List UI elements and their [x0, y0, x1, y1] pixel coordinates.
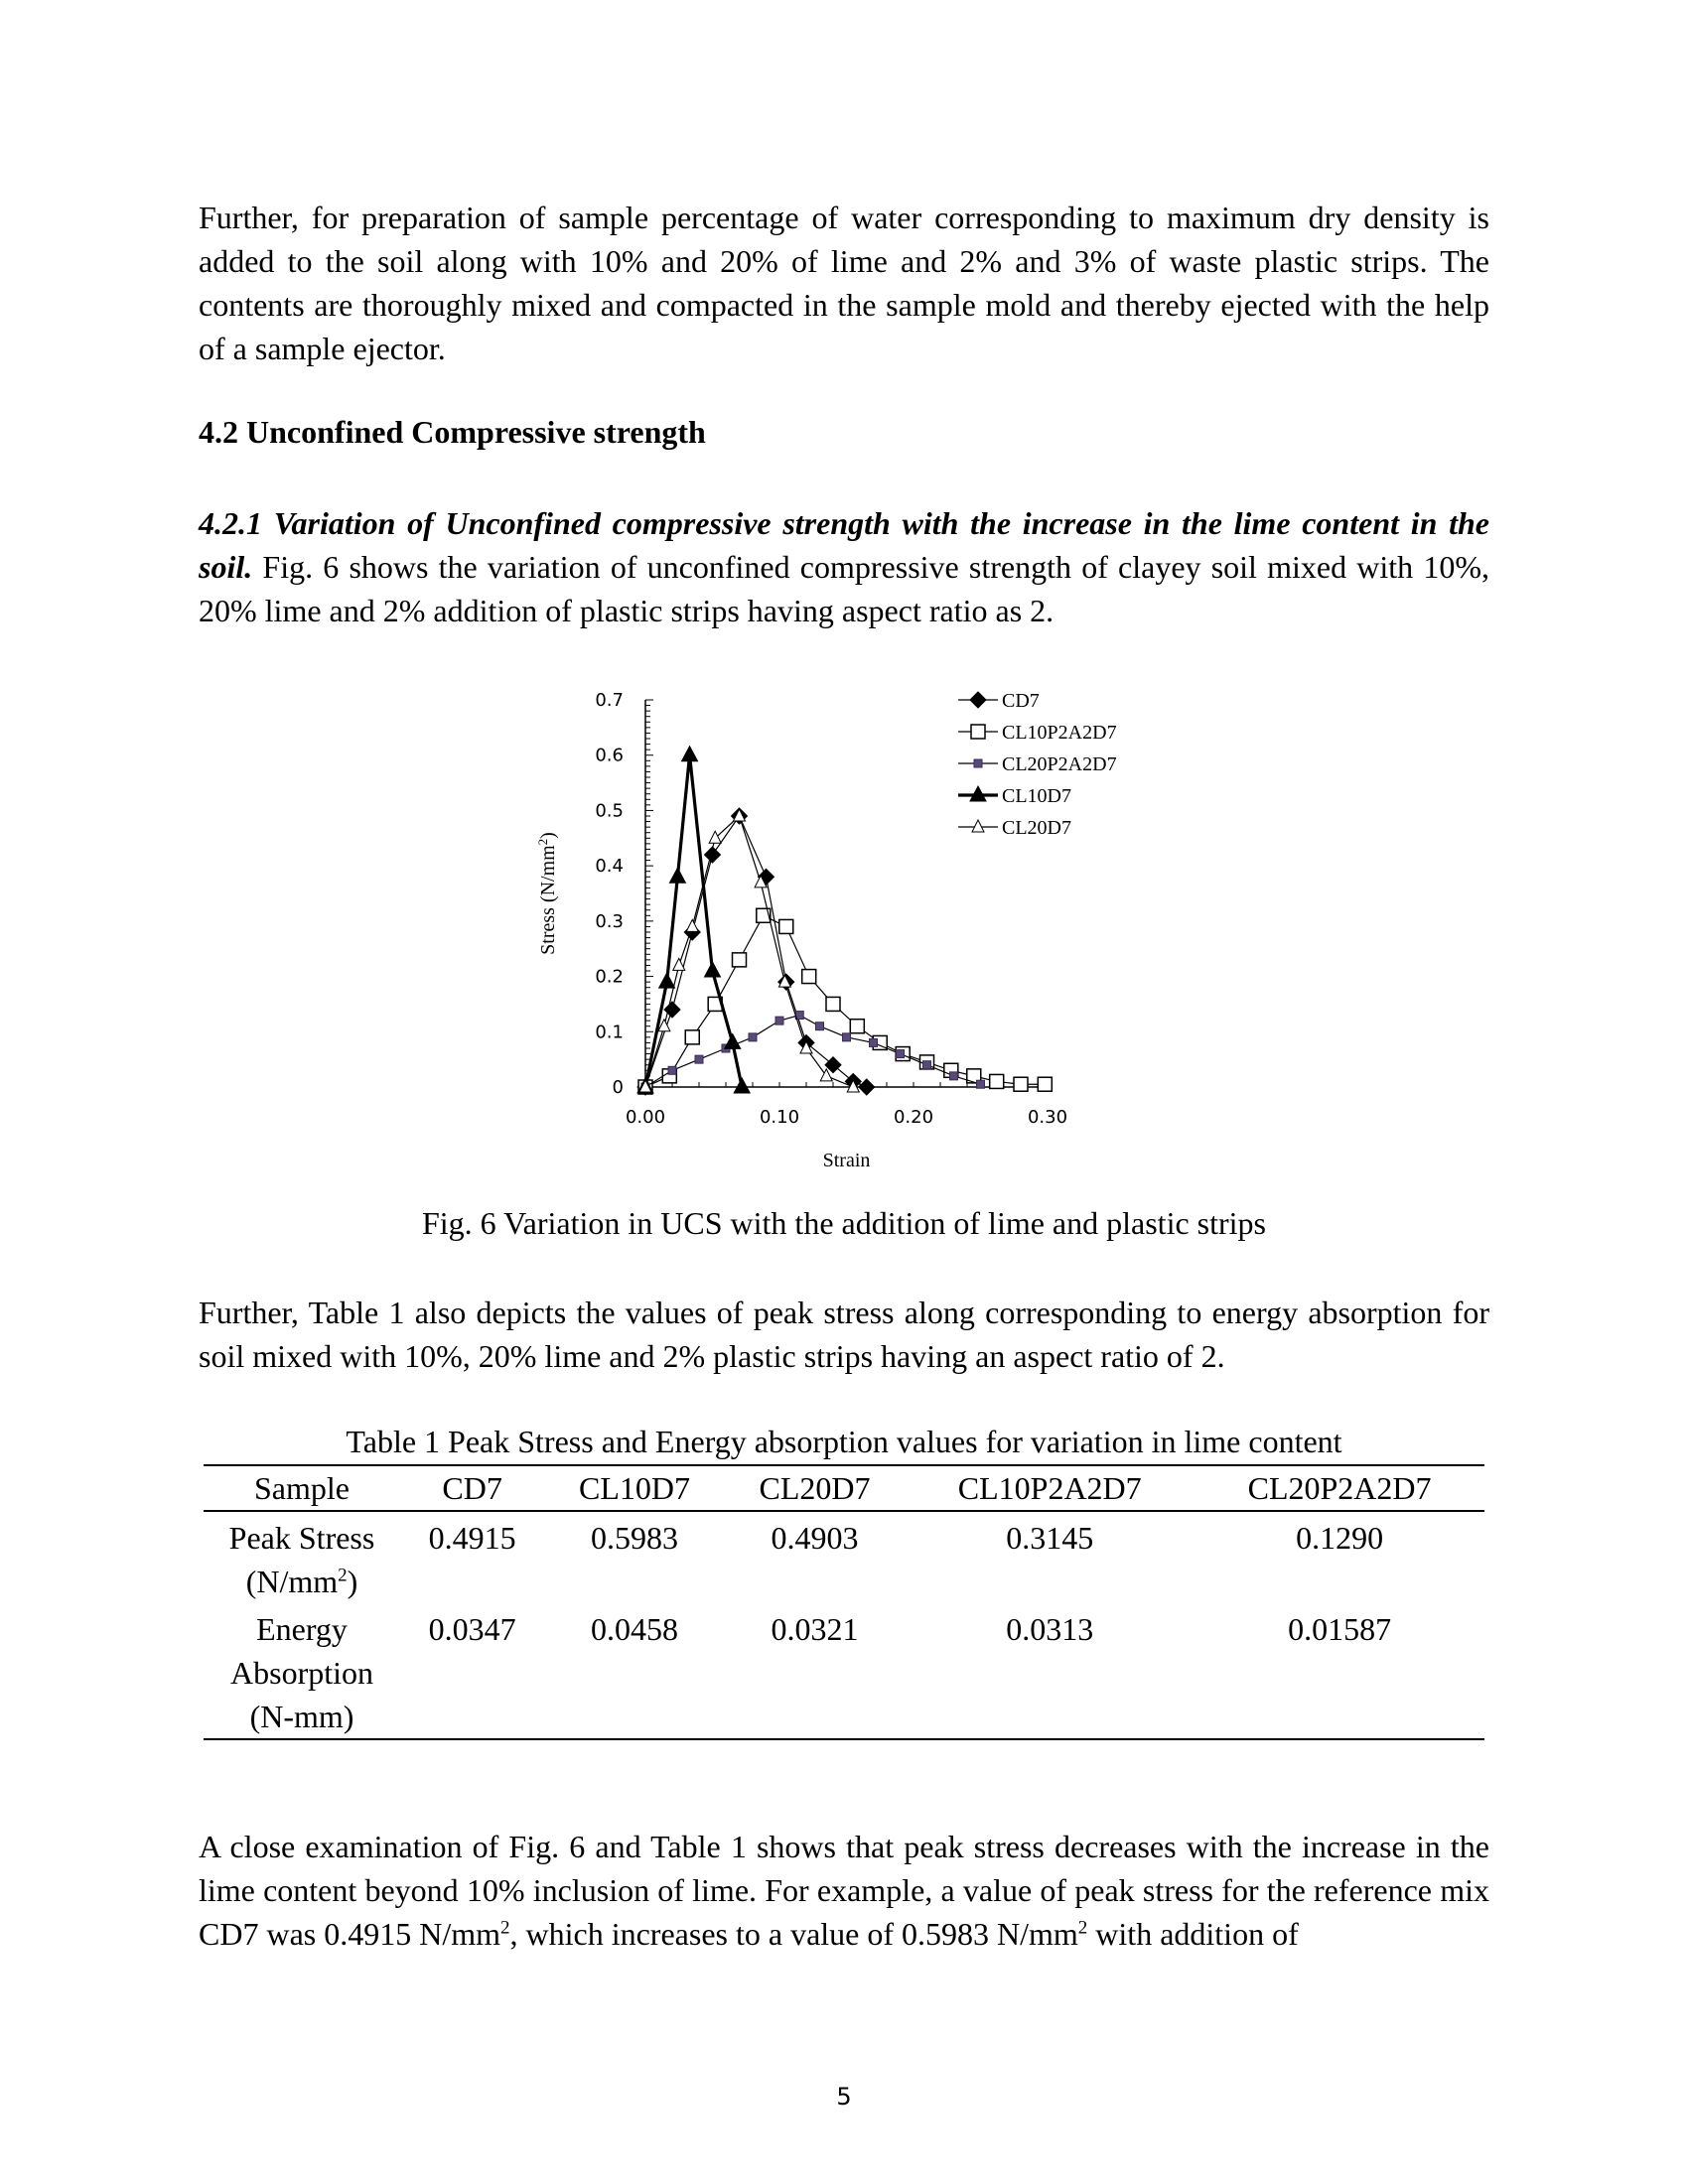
y-tick-label: 0.2 — [595, 966, 624, 988]
page-number: 5 — [836, 2083, 852, 2111]
y-tick-label: 0.6 — [595, 745, 624, 766]
section-heading: 4.2 Unconfined Compressive strength — [199, 414, 706, 450]
table-row — [204, 1603, 1484, 1739]
data-point-cl20p2a2d7 — [816, 1023, 824, 1030]
discussion-text-1: A close examination of Fig. 6 and Table 1 shows that peak stress decreases with the increase in the lime content beyond 10% inclusion of lime. For example, a value of peak stress for the reference mix CD7 was 0.4915 N/mm — [199, 1829, 1489, 1952]
data-point-cl10d7 — [734, 1078, 750, 1093]
data-point-cl20p2a2d7 — [775, 1017, 783, 1024]
subsection-heading: 4.2.1 Variation of Unconfined compressive strength with the increase in the lime content in the soil. — [199, 505, 1489, 585]
data-point-cl20p2a2d7 — [668, 1066, 676, 1074]
table-header-cell: CL20P2A2D7 — [1247, 1470, 1432, 1506]
row-label — [204, 1511, 400, 1603]
figure-caption: Fig. 6 Variation in UCS with the addition of lime and plastic strips — [421, 1205, 1266, 1241]
data-point-cl20p2a2d7 — [977, 1080, 985, 1088]
table-header-cell: CL10D7 — [579, 1470, 690, 1506]
chart-svg — [526, 680, 1182, 1196]
y-axis-label: Stress $(N/mm^2)$ — [535, 832, 559, 955]
figure-6-chart — [526, 680, 1182, 1196]
table-cell: 0.5983 — [591, 1520, 678, 1556]
paragraph-ucs-variation-text: Fig. 6 shows the variation of unconfined compressive strength of clayey soil mixed with 10%, 20% lime and 2% addition of plastic strips having aspect ratio as 2. — [199, 549, 1489, 628]
table-cell: 0.01587 — [1288, 1611, 1392, 1647]
series-line-cl20p2a2d7 — [645, 1016, 981, 1087]
paragraph-discussion — [199, 1825, 1489, 1956]
paragraph-table-intro: Further, Table 1 also depicts the values of peak stress along corresponding to energy absorption for soil mixed with 10%, 20% lime and 2% plastic strips having an aspect ratio of 2. — [199, 1295, 1489, 1374]
legend-marker-cl10p2a2d7 — [971, 725, 985, 739]
y-tick-label: 0.5 — [595, 800, 624, 822]
x-tick-label: 0.10 — [759, 1107, 800, 1128]
x-tick-label: 0.00 — [625, 1107, 666, 1128]
series-line-cl10p2a2d7 — [645, 915, 1045, 1087]
superscript: 2 — [1077, 1917, 1088, 1939]
data-point-cl10d7 — [705, 962, 721, 977]
row-label-text: Peak Stress (N/mm — [228, 1520, 375, 1599]
series-line-cl20d7 — [645, 816, 853, 1087]
table-row — [204, 1511, 1484, 1603]
legend-label-cl20p2a2d7: CL20P2A2D7 — [1002, 753, 1117, 775]
legend-label-cl10d7: CL10D7 — [1002, 785, 1071, 807]
data-point-cl20p2a2d7 — [950, 1072, 958, 1080]
data-point-cl20d7 — [709, 831, 721, 843]
row-label-superscript: 2 — [338, 1565, 348, 1586]
legend-label-cl10p2a2d7: CL10P2A2D7 — [1002, 722, 1117, 744]
table-header-cell: CD7 — [442, 1470, 502, 1506]
legend-label-cl20d7: CL20D7 — [1002, 817, 1071, 839]
data-point-cl10d7 — [659, 973, 675, 988]
data-point-cl10p2a2d7 — [850, 1020, 864, 1033]
legend-marker-cl20d7 — [972, 820, 984, 832]
table-cell: 0.4903 — [771, 1520, 859, 1556]
table-cell: 0.0313 — [1006, 1611, 1094, 1647]
data-point-cl10p2a2d7 — [685, 1030, 699, 1044]
table-cell: 0.0321 — [771, 1611, 859, 1647]
data-point-cl20p2a2d7 — [923, 1061, 931, 1069]
data-point-cl20d7 — [686, 919, 698, 931]
y-tick-label: 0 — [612, 1077, 624, 1098]
legend-marker-cd7 — [970, 692, 986, 708]
table-cell: 0.0347 — [428, 1611, 516, 1647]
table-cell: 0.4915 — [428, 1520, 516, 1556]
row-label-end: ) — [347, 1564, 358, 1599]
table-cell: 0.3145 — [1006, 1520, 1094, 1556]
paragraph-ucs-variation — [199, 501, 1489, 632]
y-tick-label: 0.4 — [595, 856, 624, 878]
row-label: Energy Absorption (N-mm) — [230, 1611, 373, 1734]
table-cell: 0.0458 — [591, 1611, 678, 1647]
data-point-cl20p2a2d7 — [843, 1033, 851, 1041]
x-tick-label: 0.30 — [1027, 1107, 1068, 1128]
table-cell: 0.1290 — [1296, 1520, 1384, 1556]
data-point-cl10d7 — [682, 747, 698, 761]
data-point-cl20p2a2d7 — [897, 1050, 905, 1058]
data-point-cl10p2a2d7 — [802, 970, 816, 984]
table-caption: Table 1 Peak Stress and Energy absorption values for variation in lime content — [346, 1424, 1342, 1459]
data-point-cl10p2a2d7 — [826, 997, 840, 1011]
y-tick-label: 0.7 — [595, 690, 624, 711]
y-tick-label: 0.1 — [595, 1022, 624, 1043]
data-point-cl20p2a2d7 — [870, 1038, 878, 1046]
discussion-text-3: with addition of — [1087, 1916, 1299, 1952]
x-tick-label: 0.20 — [893, 1107, 934, 1128]
discussion-text-2: , which increases to a value of 0.5983 N/mm — [509, 1916, 1078, 1952]
data-point-cl20p2a2d7 — [749, 1033, 757, 1041]
table-header-row — [204, 1465, 1484, 1511]
peak-stress-table — [204, 1464, 1484, 1740]
data-point-cl10d7 — [669, 868, 685, 883]
legend-label-cd7: CD7 — [1002, 690, 1040, 712]
table-header-cell: Sample — [254, 1470, 350, 1506]
data-point-cl10d7 — [725, 1033, 741, 1048]
table-header-cell: CL20D7 — [759, 1470, 871, 1506]
data-point-cl10p2a2d7 — [779, 919, 793, 933]
y-tick-label: 0.3 — [595, 910, 624, 932]
paragraph-sample-preparation: Further, for preparation of sample percentage of water corresponding to maximum dry density is added to the soil along with 10% and 20% of lime and 2% and 3% of waste plastic strips. The contents are thoroughly mixed and compacted in the sample mold and thereby ejected with the help of a sample ejector. — [199, 200, 1489, 366]
data-point-cl10p2a2d7 — [733, 953, 747, 967]
legend-marker-cl20p2a2d7 — [974, 759, 982, 767]
table-header-cell: CL10P2A2D7 — [957, 1470, 1142, 1506]
data-point-cl20p2a2d7 — [695, 1055, 703, 1063]
data-point-cl10p2a2d7 — [1014, 1077, 1028, 1091]
x-axis-label: Strain — [822, 1150, 871, 1171]
data-point-cl10p2a2d7 — [1038, 1077, 1052, 1091]
data-point-cl10p2a2d7 — [990, 1074, 1004, 1088]
superscript: 2 — [500, 1917, 510, 1939]
data-point-cl20d7 — [673, 958, 685, 970]
